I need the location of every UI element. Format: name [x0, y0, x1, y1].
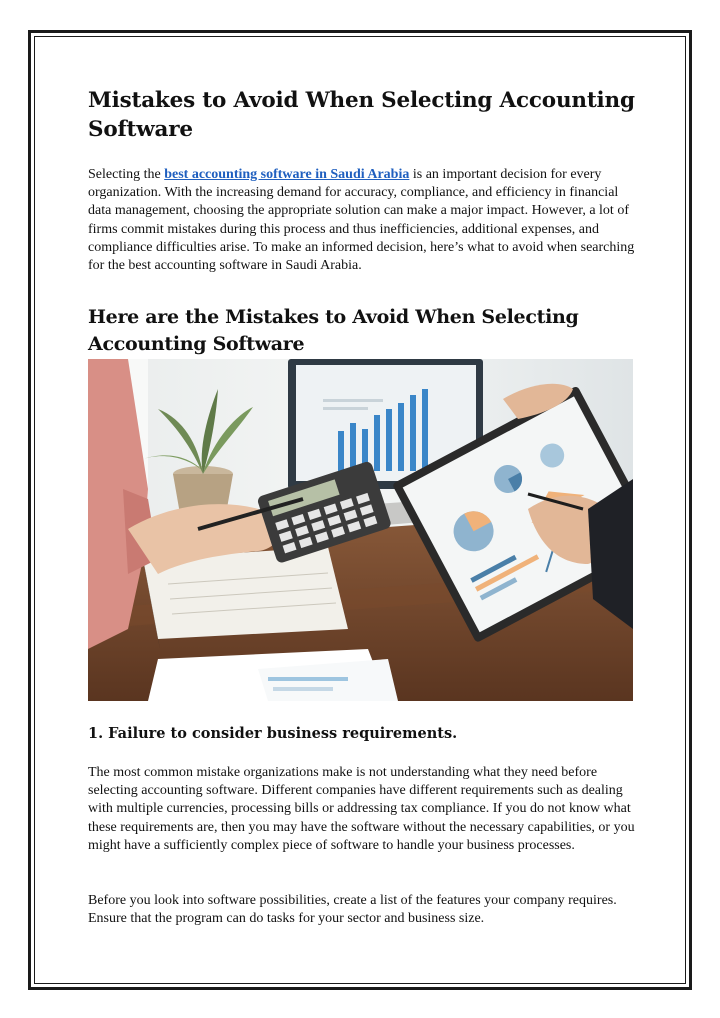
- item-1-paragraph-2: Before you look into software possibilities, create a list of the features your company requires. Ensure that the program can do tasks for your sector and business size.: [88, 893, 617, 927]
- article-title: Mistakes to Avoid When Selecting Accounting Software: [88, 88, 635, 142]
- accounting-software-link[interactable]: best accounting software in Saudi Arabia: [164, 167, 410, 182]
- article: [88, 86, 636, 927]
- section-heading: Here are the Mistakes to Avoid When Selecting Accounting Software: [88, 306, 579, 355]
- item-1-heading: 1. Failure to consider business requirements.: [88, 725, 458, 742]
- accounting-office-photo: [88, 359, 633, 701]
- intro-text-rest: is an important decision for every organization. With the increasing demand for accuracy, compliance, and efficiency in financial data management, choosing the appropriate solution can make a major impact. However, a lot of firms commit mistakes during this process and thus inefficiencies, additional expenses, and compliance difficulties arise. To make an informed decision, here’s what to avoid when searching for the best accounting software in Saudi Arabia.: [88, 167, 635, 274]
- intro-paragraph: [88, 166, 636, 275]
- intro-text-start: Selecting the: [88, 167, 165, 182]
- item-1-paragraph-1: The most common mistake organizations make is not understanding what they need before selecting accounting software. Different companies have different requirements such as dealing with multiple currencies, processing bills or addressing tax compliance. If you do not know what these requirements are, then you may have the software without the necessary capabilities, or you might have a sufficiently complex piece of software to handle your business processes.: [88, 765, 635, 853]
